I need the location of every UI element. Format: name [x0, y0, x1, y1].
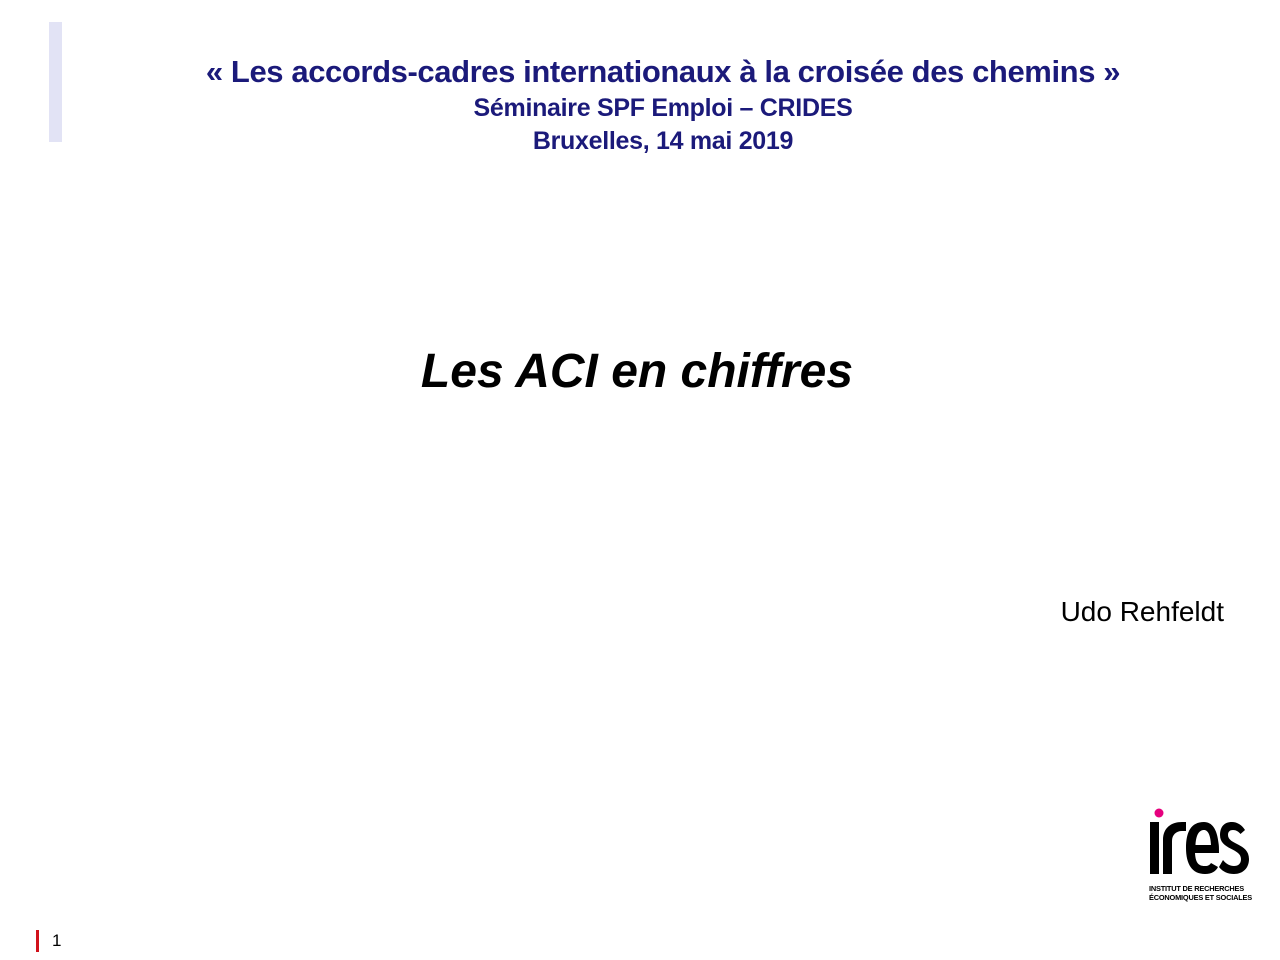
ires-caption-line2: ÉCONOMIQUES ET SOCIALES: [1149, 893, 1252, 902]
slide-header: [0, 52, 1280, 158]
header-date: Bruxelles, 14 mai 2019: [532, 127, 794, 155]
ires-caption: [1149, 884, 1250, 902]
page-number: 1: [52, 931, 62, 950]
page-marker: [36, 930, 39, 952]
ires-caption-line1: INSTITUT DE RECHERCHES: [1149, 884, 1244, 893]
header-title: « Les accords-cadres internationaux à la croisée des chemins »: [205, 54, 1121, 89]
ires-logo: [1146, 808, 1250, 904]
header-seminar: Séminaire SPF Emploi – CRIDES: [473, 94, 853, 122]
slide-title: Les ACI en chiffres: [420, 345, 854, 398]
author-name: Udo Rehfeldt: [1060, 596, 1224, 627]
ires-wordmark-icon: [1146, 808, 1250, 880]
